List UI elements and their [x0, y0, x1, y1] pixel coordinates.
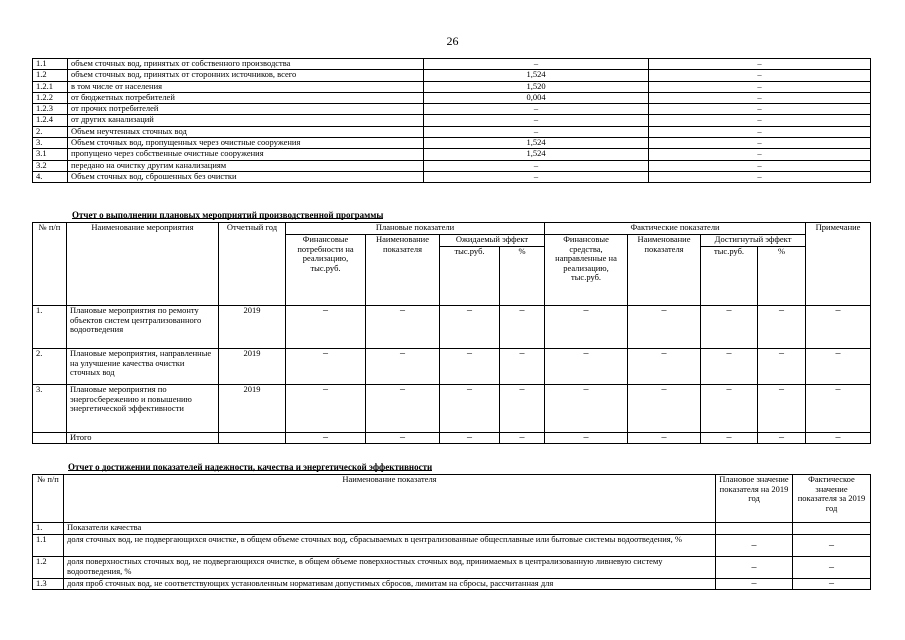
table-row	[33, 385, 871, 433]
header-plan-finance: Финансовые потребности на реализацию, тыс.руб.	[286, 235, 366, 306]
row-number: 3.1	[33, 149, 68, 160]
plan-value: –	[424, 126, 649, 137]
row-number: 1.2.3	[33, 104, 68, 115]
measure-name: Плановые мероприятия по ремонту объектов систем централизованного водоотведения	[67, 306, 219, 349]
note: –	[806, 433, 871, 444]
row-number: 4.	[33, 171, 68, 182]
row-name: в том числе от населения	[68, 81, 424, 92]
fact-value: –	[649, 70, 871, 81]
fact-effect-thous: –	[701, 433, 758, 444]
row-name: пропущено через собственные очистные сооружения	[68, 149, 424, 160]
row-number: 1.1	[33, 59, 68, 70]
fact-effect-pct: –	[758, 433, 806, 444]
measures-table	[32, 222, 871, 444]
plan-value: –	[716, 579, 793, 590]
plan-indicator: –	[366, 349, 440, 385]
indicator-name: доля поверхностных сточных вод, не подвергающихся очистке, в общем объеме поверхностных сточных вод, принимаемых в централизованную ливневую систему водоотведения, %	[64, 557, 716, 579]
fact-value: –	[649, 160, 871, 171]
section-title-indicators: Отчет о достижении показателей надежности, качества и энергетической эффективности	[68, 462, 433, 472]
header-fact-effect: Достигнутый эффект	[701, 235, 806, 247]
table-row	[33, 523, 871, 535]
plan-value: 0,004	[424, 92, 649, 103]
fact-value: –	[649, 115, 871, 126]
table-row	[33, 557, 871, 579]
fact-value: –	[649, 92, 871, 103]
plan-indicator: –	[366, 385, 440, 433]
plan-value: 1,520	[424, 81, 649, 92]
table-row	[33, 126, 871, 137]
row-number: 3.	[33, 385, 67, 433]
plan-effect-thous: –	[440, 385, 500, 433]
plan-effect-thous: –	[440, 306, 500, 349]
header-fact-value: Фактическое значение показателя за 2019 год	[793, 475, 871, 523]
row-number: 1.2.1	[33, 81, 68, 92]
empty-cell	[219, 433, 286, 444]
fact-value: –	[649, 126, 871, 137]
table-row	[33, 81, 871, 92]
fact-value	[793, 523, 871, 535]
measure-name: Плановые мероприятия, направленные на улучшение качества очистки сточных вод	[67, 349, 219, 385]
measure-name: Плановые мероприятия по энергосбережению и повышению энергетической эффективности	[67, 385, 219, 433]
row-name: Объем сточных вод, сброшенных без очистки	[68, 171, 424, 182]
header-indicator-name: Наименование показателя	[64, 475, 716, 523]
fact-value: –	[649, 171, 871, 182]
note: –	[806, 306, 871, 349]
report-year: 2019	[219, 306, 286, 349]
indicator-name: доля сточных вод, не подвергающихся очистке, в общем объеме сточных вод, сбрасываемых в централизованные общесплавные или бытовые системы водоотведения, %	[64, 535, 716, 557]
fact-value: –	[649, 149, 871, 160]
fact-value: –	[649, 138, 871, 149]
row-number: 3.	[33, 138, 68, 149]
plan-effect-pct: –	[500, 385, 545, 433]
header-note: Примечание	[806, 223, 871, 306]
fact-indicator: –	[628, 385, 701, 433]
fact-effect-pct: –	[758, 385, 806, 433]
row-number: 1.3	[33, 579, 64, 590]
fact-value: –	[793, 579, 871, 590]
row-number: 1.2	[33, 70, 68, 81]
note: –	[806, 385, 871, 433]
table-row	[33, 579, 871, 590]
fact-effect-thous: –	[701, 385, 758, 433]
plan-value: 1,524	[424, 149, 649, 160]
header-plan-group: Плановые показатели	[286, 223, 545, 235]
row-number: 1.2.4	[33, 115, 68, 126]
plan-effect-thous: –	[440, 433, 500, 444]
row-name: от бюджетных потребителей	[68, 92, 424, 103]
fact-indicator: –	[628, 433, 701, 444]
plan-effect-pct: –	[500, 306, 545, 349]
total-label: Итого	[67, 433, 219, 444]
plan-effect-thous: –	[440, 349, 500, 385]
header-plan-thous: тыс.руб.	[440, 247, 500, 306]
header-plan-effect: Ожидаемый эффект	[440, 235, 545, 247]
table-row	[33, 92, 871, 103]
fact-finance: –	[545, 306, 628, 349]
row-name: Объем сточных вод, пропущенных через очистные сооружения	[68, 138, 424, 149]
plan-value: –	[424, 171, 649, 182]
row-number: 2.	[33, 126, 68, 137]
indicators-table	[32, 474, 871, 590]
header-measure-name: Наименование мероприятия	[67, 223, 219, 306]
row-number: 2.	[33, 349, 67, 385]
table-row	[33, 104, 871, 115]
row-number: 1.2	[33, 557, 64, 579]
table-row	[33, 171, 871, 182]
plan-value: –	[716, 535, 793, 557]
plan-indicator: –	[366, 433, 440, 444]
indicator-name: Показатели качества	[64, 523, 716, 535]
plan-effect-pct: –	[500, 433, 545, 444]
fact-effect-thous: –	[701, 306, 758, 349]
fact-value: –	[793, 557, 871, 579]
row-name: от других канализаций	[68, 115, 424, 126]
fact-effect-pct: –	[758, 349, 806, 385]
row-name: объем сточных вод, принятых от сторонних источников, всего	[68, 70, 424, 81]
plan-effect-pct: –	[500, 349, 545, 385]
header-fact-finance: Финансовые средства, направленные на реализацию, тыс.руб.	[545, 235, 628, 306]
table-row	[33, 149, 871, 160]
fact-value: –	[649, 59, 871, 70]
header-fact-pct: %	[758, 247, 806, 306]
wastewater-volume-table	[32, 58, 871, 183]
header-plan-value: Плановое значение показателя на 2019 год	[716, 475, 793, 523]
table-row	[33, 349, 871, 385]
fact-finance: –	[545, 349, 628, 385]
header-num: № п/п	[33, 475, 64, 523]
section-title-measures: Отчет о выполнении плановых мероприятий производственной программы	[72, 210, 384, 220]
plan-finance: –	[286, 306, 366, 349]
report-year: 2019	[219, 349, 286, 385]
row-number: 1.1	[33, 535, 64, 557]
fact-finance: –	[545, 385, 628, 433]
header-fact-group: Фактические показатели	[545, 223, 806, 235]
plan-finance: –	[286, 349, 366, 385]
table-row	[33, 115, 871, 126]
table-row	[33, 70, 871, 81]
plan-value: –	[424, 115, 649, 126]
header-fact-indicator: Наименование показателя	[628, 235, 701, 306]
row-number: 3.2	[33, 160, 68, 171]
plan-finance: –	[286, 385, 366, 433]
row-number: 1.	[33, 523, 64, 535]
report-year: 2019	[219, 385, 286, 433]
note: –	[806, 349, 871, 385]
table-row	[33, 160, 871, 171]
table-row	[33, 535, 871, 557]
plan-value	[716, 523, 793, 535]
fact-indicator: –	[628, 306, 701, 349]
plan-value: –	[424, 59, 649, 70]
table-row	[33, 306, 871, 349]
fact-finance: –	[545, 433, 628, 444]
header-plan-indicator: Наименование показателя	[366, 235, 440, 306]
plan-value: 1,524	[424, 138, 649, 149]
fact-value: –	[793, 535, 871, 557]
header-num: № п/п	[33, 223, 67, 306]
plan-value: –	[424, 160, 649, 171]
row-name: объем сточных вод, принятых от собственного производства	[68, 59, 424, 70]
header-fact-thous: тыс.руб.	[701, 247, 758, 306]
fact-effect-pct: –	[758, 306, 806, 349]
fact-value: –	[649, 104, 871, 115]
fact-effect-thous: –	[701, 349, 758, 385]
table-row	[33, 59, 871, 70]
indicator-name: доля проб сточных вод, не соответствующих установленным нормативам допустимых сбросов, лимитам на сбросы, рассчитанная для	[64, 579, 716, 590]
plan-value: –	[716, 557, 793, 579]
row-name: передано на очистку другим канализациям	[68, 160, 424, 171]
page-number: 26	[446, 34, 459, 48]
row-name: Объем неучтенных сточных вод	[68, 126, 424, 137]
fact-indicator: –	[628, 349, 701, 385]
plan-finance: –	[286, 433, 366, 444]
total-row	[33, 433, 871, 444]
row-number: 1.2.2	[33, 92, 68, 103]
header-report-year: Отчетный год	[219, 223, 286, 306]
plan-value: –	[424, 104, 649, 115]
row-number: 1.	[33, 306, 67, 349]
fact-value: –	[649, 81, 871, 92]
plan-value: 1,524	[424, 70, 649, 81]
table-row	[33, 138, 871, 149]
empty-cell	[33, 433, 67, 444]
header-plan-pct: %	[500, 247, 545, 306]
row-name: от прочих потребителей	[68, 104, 424, 115]
plan-indicator: –	[366, 306, 440, 349]
